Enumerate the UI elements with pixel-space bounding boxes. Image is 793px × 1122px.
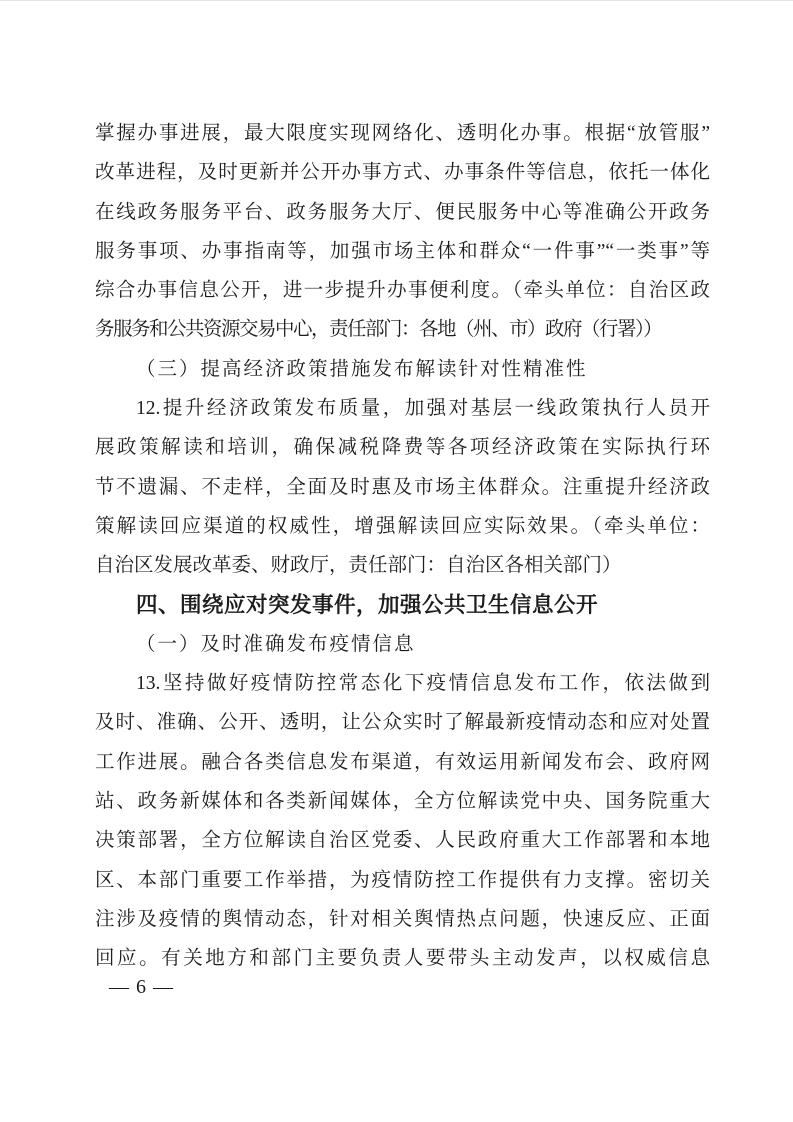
body-line: 站、政务新媒体和各类新闻媒体，全方位解读党中央、国务院重大 xyxy=(95,791,710,813)
heading-level-1: 四、围绕应对突发事件，加强公共卫生信息公开 xyxy=(136,592,599,617)
body-line: 注涉及疫情的舆情动态，针对相关舆情热点问题，快速反应、正面 xyxy=(95,908,710,930)
body-line: 区、本部门重要工作举措，为疫情防控工作提供有力支撑。密切关 xyxy=(95,869,710,891)
heading-level-3: （一）及时准确发布疫情信息 xyxy=(136,633,416,655)
body-line: 及时、准确、公开、透明，让公众实时了解最新疫情动态和应对处置 xyxy=(95,712,710,734)
scan-top-edge xyxy=(0,0,793,1)
body-line: 在线政务服务平台、政务服务大厅、便民服务中心等准确公开政务 xyxy=(95,201,710,223)
document-body xyxy=(95,114,710,979)
body-line: 节不遗漏、不走样，全面及时惠及市场主体群众。注重提升经济政 xyxy=(95,476,710,498)
body-line: 回应。有关地方和部门主要负责人要带头主动发声，以权威信息 xyxy=(95,948,710,970)
body-line: 13.坚持做好疫情防控常态化下疫情信息发布工作，依法做到 xyxy=(136,673,710,695)
body-line: 掌握办事进展，最大限度实现网络化、透明化办事。根据“放管服” xyxy=(95,123,710,144)
body-line: 展政策解读和培训，确保减税降费等各项经济政策在实际执行环 xyxy=(95,437,710,459)
body-line: 务服务和公共资源交易中心，责任部门：各地（州、市）政府（行署）） xyxy=(95,319,662,341)
body-line: 综合办事信息公开，进一步提升办事便利度。（牵头单位：自治区政 xyxy=(95,280,710,302)
body-line: 服务事项、办事指南等，加强市场主体和群众“一件事”“一类事”等 xyxy=(95,240,710,262)
page-number: — 6 — xyxy=(109,976,174,998)
heading-level-3: （三）提高经济政策措施发布解读针对性精准性 xyxy=(136,358,588,380)
body-line: 12.提升经济政策发布质量，加强对基层一线政策执行人员开 xyxy=(136,398,710,420)
body-line: 自治区发展改革委、财政厅，责任部门：自治区各相关部门） xyxy=(95,555,622,577)
body-line: 工作进展。融合各类信息发布渠道，有效运用新闻发布会、政府网 xyxy=(95,751,710,773)
body-line: 决策部署，全方位解读自治区党委、人民政府重大工作部署和本地 xyxy=(95,830,710,852)
body-line: 改革进程，及时更新并公开办事方式、办事条件等信息，依托一体化 xyxy=(95,162,710,184)
body-line: 策解读回应渠道的权威性，增强解读回应实际效果。（牵头单位： xyxy=(95,515,710,537)
